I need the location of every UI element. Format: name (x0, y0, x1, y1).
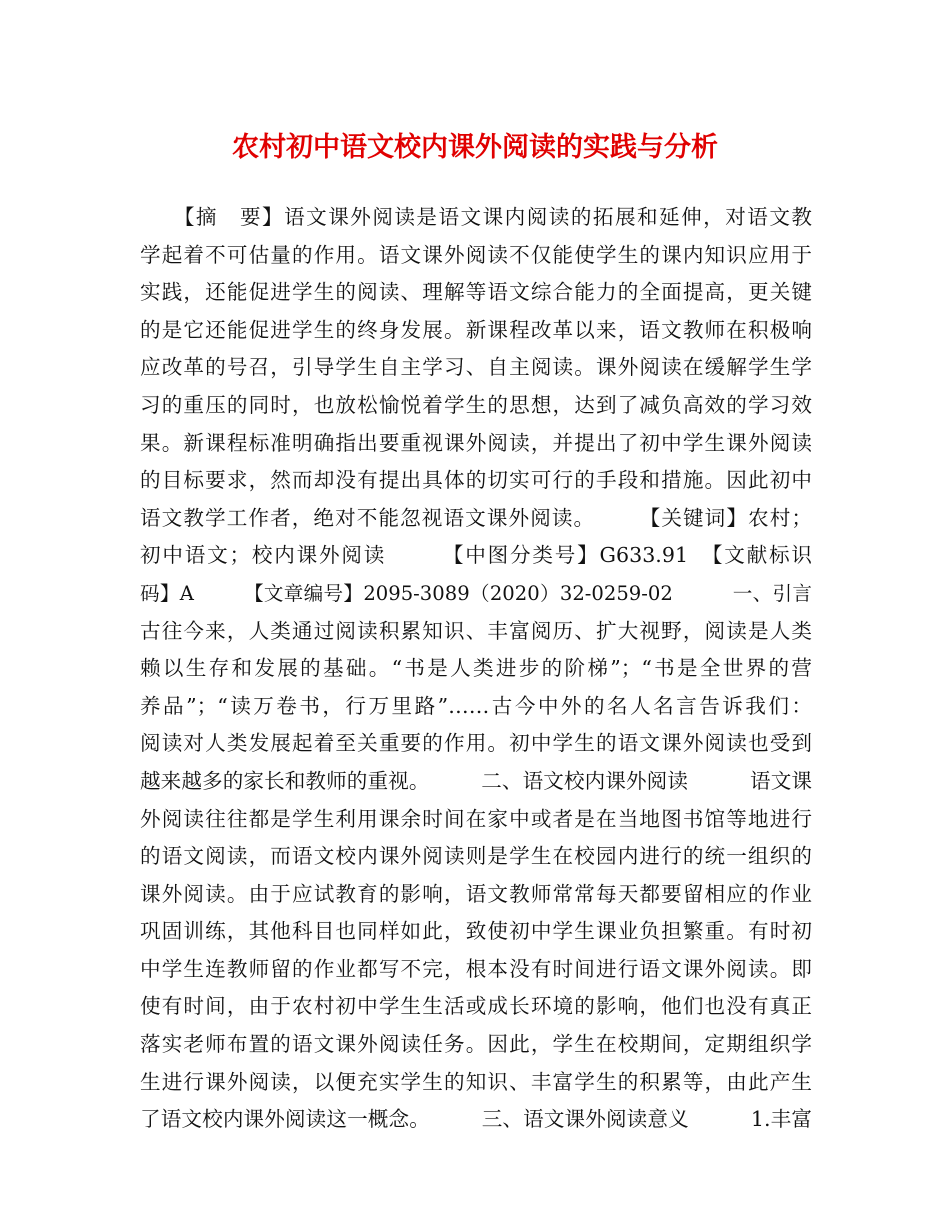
body-line-2: 学起着不可估量的作用。语文课外阅读不仅能使学生的课内知识应用于 (140, 242, 812, 267)
body-line-11: 码】A 【文章编号】2095-3089（2020）32-0259-02 一、引言 (140, 581, 812, 605)
body-line-8: 的目标要求，然而却没有提出具体的切实可行的手段和措施。因此初中 (140, 468, 812, 493)
body-line-25: 了语文校内课外阅读这一概念。 三、语文课外阅读意义 1.丰富 (140, 1107, 812, 1132)
body-line-15: 阅读对人类发展起着至关重要的作用。初中学生的语文课外阅读也受到 (140, 731, 812, 756)
body-line-18: 的语文阅读，而语文校内课外阅读则是学生在校园内进行的统一组织的 (140, 844, 812, 869)
body-line-13: 赖以生存和发展的基础。“书是人类进步的阶梯”；“书是全世界的营 (140, 656, 812, 681)
body-line-3: 实践，还能促进学生的阅读、理解等语文综合能力的全面提高，更关键 (140, 280, 812, 305)
body-line-16: 越来越多的家长和教师的重视。 二、语文校内课外阅读 语文课 (140, 768, 812, 793)
page-title: 农村初中语文校内课外阅读的实践与分析 (232, 132, 718, 163)
body-line-20: 巩固训练，其他科目也同样如此，致使初中学生课业负担繁重。有时初 (140, 919, 812, 944)
body-line-21: 中学生连教师留的作业都写不完，根本没有时间进行语文课外阅读。即 (140, 956, 812, 981)
body-line-23: 落实老师布置的语文课外阅读任务。因此，学生在校期间，定期组织学 (140, 1032, 812, 1057)
body-line-7: 果。新课程标准明确指出要重视课外阅读，并提出了初中学生课外阅读 (140, 430, 812, 455)
body-line-10: 初中语文；校内课外阅读 【中图分类号】G633.91 【文献标识 (140, 543, 812, 568)
body-line-14: 养品”；“读万卷书，行万里路”……古今中外的名人名言告诉我们： (140, 693, 812, 718)
body-line-5: 应改革的号召，引导学生自主学习、自主阅读。课外阅读在缓解学生学 (140, 355, 812, 380)
body-line-1: 【摘 要】语文课外阅读是语文课内阅读的拓展和延伸，对语文教 (140, 205, 812, 229)
article-body (140, 199, 812, 1139)
body-line-19: 课外阅读。由于应试教育的影响，语文教师常常每天都要留相应的作业 (140, 881, 812, 906)
body-line-22: 使有时间，由于农村初中学生生活或成长环境的影响，他们也没有真正 (140, 994, 812, 1019)
body-line-17: 外阅读往往都是学生利用课余时间在家中或者是在当地图书馆等地进行 (140, 806, 812, 831)
body-line-24: 生进行课外阅读，以便充实学生的知识、丰富学生的积累等，由此产生 (140, 1069, 812, 1094)
body-line-9: 语文教学工作者，绝对不能忽视语文课外阅读。 【关键词】农村； (140, 505, 812, 530)
body-line-12: 古往今来，人类通过阅读积累知识、丰富阅历、扩大视野，阅读是人类 (140, 618, 812, 643)
body-line-6: 习的重压的同时，也放松愉悦着学生的思想，达到了减负高效的学习效 (140, 392, 812, 417)
body-line-4: 的是它还能促进学生的终身发展。新课程改革以来，语文教师在积极响 (140, 317, 812, 342)
